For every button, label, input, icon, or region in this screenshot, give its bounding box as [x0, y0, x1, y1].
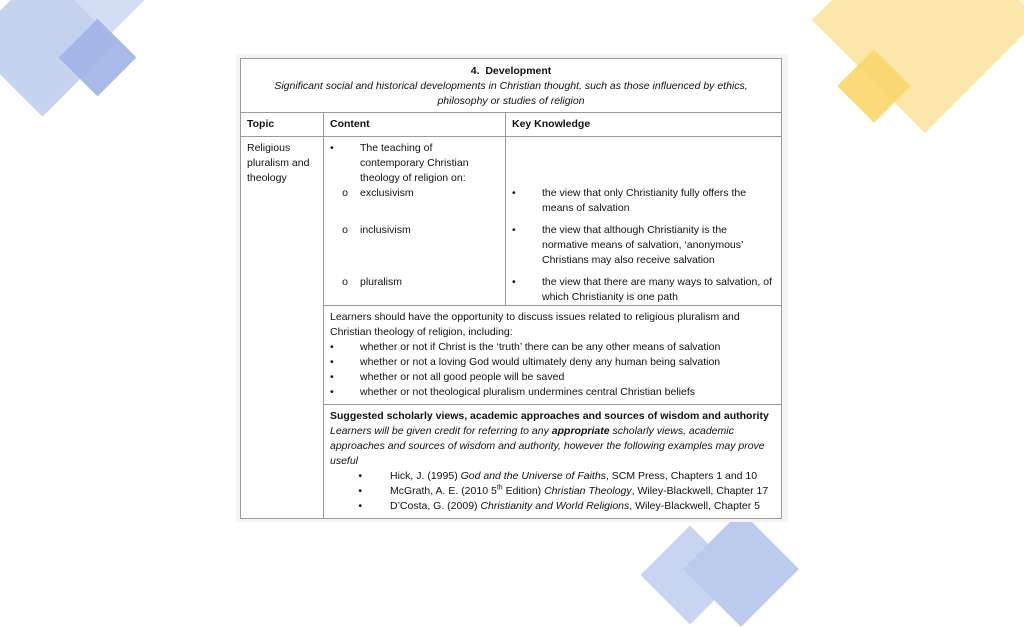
discussion-intro: Learners should have the opportunity to discuss issues related to religious pluralism and Christian theology of religion, including:: [330, 311, 740, 338]
reference-item: • McGrath, A. E. (2010 5th Edition) Christian Theology, Wiley-Blackwell, Chapter 17: [358, 484, 769, 497]
subitem-term: exclusivism: [360, 187, 414, 199]
section-subtitle: philosophy or studies of religion: [437, 95, 585, 107]
content-cell: • The teaching of contemporary Christian theology of religion on: o exclusivism o inclusivism o pluralism: [324, 137, 506, 306]
decor-diamond: [812, 0, 1024, 133]
column-header-content: Content: [324, 113, 506, 137]
scholarly-cell: [324, 405, 782, 519]
key-knowledge-item: the view that there are many ways to salvation, of which Christianity is one path: [542, 276, 772, 303]
scholarly-heading: Suggested scholarly views, academic approaches and sources of wisdom and authority: [330, 410, 769, 422]
key-knowledge-item: the view that only Christianity fully offers the means of salvation: [542, 187, 747, 214]
discussion-point: whether or not all good people will be saved: [360, 371, 565, 383]
content-intro: The teaching of contemporary Christian theology of religion on:: [360, 142, 469, 184]
reference-list: [330, 469, 775, 514]
reference-item: • D’Costa, G. (2009) Christianity and World Religions, Wiley-Blackwell, Chapter 5: [358, 500, 760, 512]
key-knowledge-item: the view that although Christianity is the normative means of salvation, ‘anonymous’ Christians may also receive salvation: [542, 224, 743, 266]
subitem-term: pluralism: [360, 276, 403, 288]
reference-item: • Hick, J. (1995) God and the Universe of Faiths, SCM Press, Chapters 1 and 10: [358, 470, 758, 482]
discussion-point: whether or not a loving God would ultimately deny any human being salvation: [360, 356, 721, 368]
scholarly-note: Learners will be given credit for referring to any appropriate scholarly views, academic approaches and sources of wisdom and authority, however the following examples may prove useful: [330, 425, 765, 467]
section-title: 4. Development: [470, 65, 552, 77]
column-header-topic: Topic: [241, 113, 324, 137]
discussion-point: whether or not theological pluralism undermines central Christian beliefs: [360, 386, 696, 398]
section-header: [241, 59, 782, 113]
column-header-key-knowledge: Key Knowledge: [506, 113, 782, 137]
discussion-cell: Learners should have the opportunity to discuss issues related to religious pluralism and Christian theology of religion, including: • whether or not if Christ is the ‘truth’ there can be any other means of salvation • whether or not a loving God would ultimately deny any human being salvation • whether or not all good people will be saved • whether or not theological pluralism undermines central Christian beliefs: [324, 306, 782, 405]
subitem-term: inclusivism: [360, 224, 411, 236]
topic-cell: Religious pluralism and theology: [241, 137, 324, 519]
section-subtitle: Significant social and historical developments in Christian thought, such as those influenced by ethics,: [274, 80, 748, 92]
specification-table: [240, 58, 782, 519]
discussion-point: whether or not if Christ is the ‘truth’ there can be any other means of salvation: [360, 341, 721, 353]
key-knowledge-cell: • the view that only Christianity fully offers the means of salvation • the view that although Christianity is the normative means of salvation, ‘anonymous’ Christians may also receive salvation • the view that there are many ways to salvation, of which Christianity is one path: [506, 137, 782, 306]
